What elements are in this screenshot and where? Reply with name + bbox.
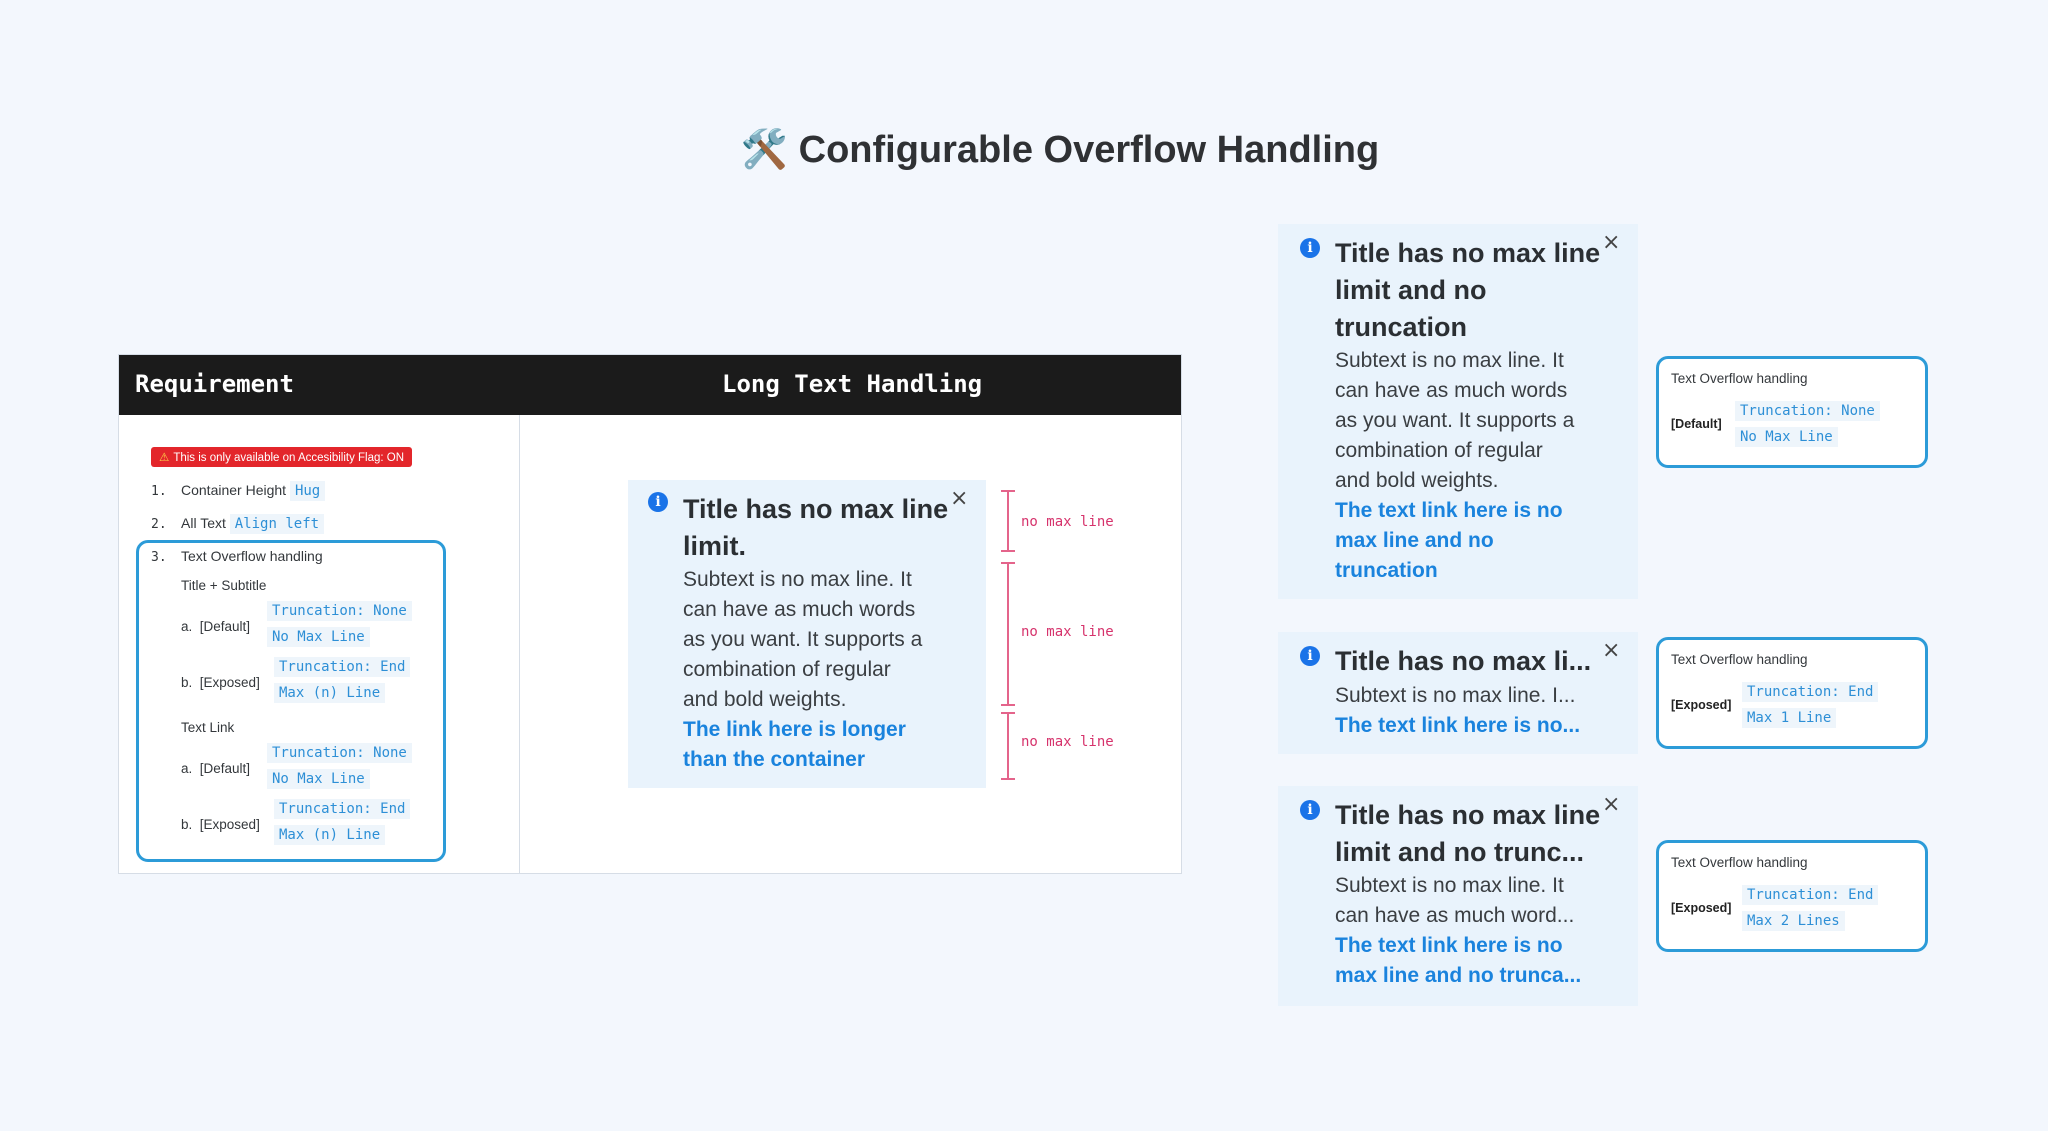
spec-tags — [1742, 682, 1878, 728]
spec-title: Text Overflow handling — [1671, 855, 1808, 870]
example-card-max-1-line — [1278, 632, 1638, 754]
requirement-item-all-text — [151, 514, 324, 534]
option-a-tags — [267, 743, 412, 789]
truncation-tag: Truncation: End — [274, 657, 410, 677]
card-link[interactable]: The link here is longer than the container — [683, 718, 906, 771]
option-b-tags — [274, 799, 410, 845]
max-line-tag: No Max Line — [1735, 427, 1838, 447]
card-subtext: Subtext is no max line. It can have as much words as you want. It supports a combination of regular and bold weights. — [1335, 349, 1575, 492]
info-icon: i — [1300, 800, 1320, 820]
max-line-tag: No Max Line — [267, 769, 370, 789]
truncation-tag: Truncation: End — [1742, 682, 1878, 702]
max-line-tag: Max 2 Lines — [1742, 911, 1845, 931]
overflow-spec-default — [1656, 356, 1928, 468]
measure-label-title: no max line — [1021, 514, 1114, 530]
accessibility-flag-badge — [151, 447, 412, 467]
item-label: All Text — [181, 515, 226, 531]
truncation-tag: Truncation: None — [267, 743, 412, 763]
card-title: Title has no max line limit. — [683, 494, 949, 561]
spec-tags — [1742, 885, 1878, 931]
measure-bracket-title — [1001, 490, 1015, 552]
measure-bracket-link — [1001, 712, 1015, 780]
overflow-spec-max-1-line — [1656, 637, 1928, 749]
spec-tags — [1735, 401, 1880, 447]
item-number: 2. — [151, 517, 167, 532]
table-header — [119, 355, 1181, 415]
item-tag: Align left — [230, 514, 324, 534]
measure-bracket-subtext — [1001, 562, 1015, 706]
requirement-item-container-height — [151, 481, 325, 501]
truncation-tag: Truncation: None — [1735, 401, 1880, 421]
spec-kind: [Exposed] — [1671, 901, 1732, 915]
max-line-tag: Max (n) Line — [274, 683, 385, 703]
card-link[interactable]: The text link here is no max line and no truncation — [1335, 499, 1563, 582]
info-icon: i — [648, 492, 668, 512]
example-card-default — [1278, 224, 1638, 599]
item-number: 1. — [151, 484, 167, 499]
close-icon[interactable]: × — [1602, 638, 1621, 663]
flag-text: This is only available on Accesibility Flag: ON — [173, 452, 405, 464]
requirement-item-text-overflow — [151, 548, 323, 565]
close-icon[interactable]: × — [1602, 230, 1621, 255]
card-title: Title has no max line limit and no truncation — [1335, 238, 1601, 342]
info-icon: i — [1300, 646, 1320, 666]
card-subtext: Subtext is no max line. It can have as much words as you want. It supports a combination of regular and bold weights. — [683, 568, 923, 711]
max-line-tag: No Max Line — [267, 627, 370, 647]
item-number: 3. — [151, 550, 167, 565]
option-a-label: a. [Default] — [181, 619, 251, 634]
spec-kind: [Exposed] — [1671, 698, 1732, 712]
truncation-tag: Truncation: End — [1742, 885, 1878, 905]
option-a-tags — [267, 601, 412, 647]
info-icon: i — [1300, 238, 1320, 258]
title-subtitle-heading: Title + Subtitle — [181, 578, 267, 593]
page-title: 🛠️ Configurable Overflow Handling — [740, 129, 1380, 171]
example-card-max-2-lines — [1278, 786, 1638, 1006]
truncation-tag: Truncation: End — [274, 799, 410, 819]
text-link-heading: Text Link — [181, 720, 235, 735]
option-b-label: b. [Exposed] — [181, 817, 260, 832]
card-link[interactable]: The text link here is no... — [1335, 714, 1581, 737]
card-subtext: Subtext is no max line. It can have as much word... — [1335, 874, 1575, 927]
card-title: Title has no max line limit and no trunc... — [1335, 800, 1601, 867]
card-subtext: Subtext is no max line. I... — [1335, 684, 1576, 707]
measure-label-subtext: no max line — [1021, 624, 1114, 640]
card-title: Title has no max li... — [1335, 646, 1592, 676]
header-long-text-handling: Long Text Handling — [722, 370, 983, 398]
header-requirement: Requirement — [135, 370, 294, 398]
card-link[interactable]: The text link here is no max line and no trunca... — [1335, 934, 1582, 987]
option-b-tags — [274, 657, 410, 703]
max-line-tag: Max 1 Line — [1742, 708, 1836, 728]
long-text-card — [628, 480, 986, 788]
spec-title: Text Overflow handling — [1671, 652, 1808, 667]
item-tag: Hug — [290, 481, 325, 501]
option-b-label: b. [Exposed] — [181, 675, 260, 690]
truncation-tag: Truncation: None — [267, 601, 412, 621]
max-line-tag: Max (n) Line — [274, 825, 385, 845]
column-divider — [519, 415, 520, 873]
overflow-spec-max-2-lines — [1656, 840, 1928, 952]
warning-icon: ⚠ — [159, 452, 170, 464]
item-label: Text Overflow handling — [181, 548, 323, 564]
measure-label-link: no max line — [1021, 734, 1114, 750]
item-label: Container Height — [181, 482, 287, 498]
close-icon[interactable]: × — [950, 486, 969, 511]
spec-kind: [Default] — [1671, 417, 1722, 431]
option-a-label: a. [Default] — [181, 761, 251, 776]
spec-title: Text Overflow handling — [1671, 371, 1808, 386]
close-icon[interactable]: × — [1602, 792, 1621, 817]
